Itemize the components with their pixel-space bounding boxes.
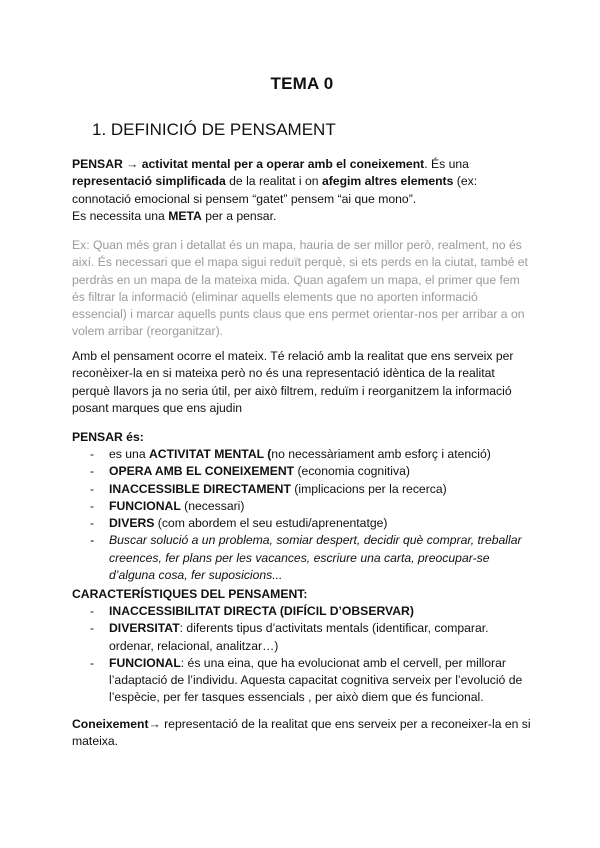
list-item: - DIVERS (com abordem el seu estudi/aprenentatge): [90, 516, 388, 531]
page-title: TEMA 0: [270, 74, 334, 93]
list-item: - FUNCIONAL: és una eina, que ha evolucionat amb el cervell, per millorar l’adaptació de l’individu. Aquesta capacitat cognitiva serveix per l’evolució de l’espècie, per fer tasques essencials , per això diem que és funcional.: [90, 655, 523, 705]
list-item: - Buscar solució a un problema, somiar despert, decidir què comprar, treballar creences, fer plans per les vacances, escriure una carta, preocupar-se d’alguna cosa, fer suposicions...: [90, 533, 522, 583]
caracteristiques-heading: CARACTERÍSTIQUES DEL PENSAMENT:: [72, 587, 308, 601]
pensar-es-heading: PENSAR és:: [72, 430, 144, 444]
pensar-es-list: [72, 446, 532, 584]
list-item: - es una ACTIVITAT MENTAL (no necessàriament amb esforç i atenció): [90, 447, 491, 461]
coneixement-paragraph: Coneixement→ representació de la realitat que ens serveix per a reconeixer-la en si mateixa.: [72, 717, 531, 749]
definition-term: PENSAR → activitat mental per a operar amb el coneixement: [72, 157, 425, 171]
list-item: - DIVERSITAT: diferents tipus d’activitats mentals (identificar, comparar. ordenar, relacional, analitzar…): [90, 621, 489, 653]
list-item: - INACCESSIBLE DIRECTAMENT (implicacions per la recerca): [90, 481, 447, 496]
section-heading: 1. DEFINICIÓ DE PENSAMENT: [92, 120, 336, 139]
caracteristiques-list: [72, 603, 532, 707]
definition-paragraph: PENSAR → activitat mental per a operar amb el coneixement. És una representació simplificada de la realitat i on afegim altres elements (ex: connotació emocional si pensem “gatet” pensem “ai que mono”. Es necessita una META per a pensar.: [72, 157, 478, 223]
example-paragraph: Ex: Quan més gran i detallat és un mapa, hauria de ser millor però, realment, no és així. És necessari que el mapa sigui reduït perquè, si ets perds en la ciutat, també et perdràs en un mapa de la mateixa mida. Quan agafem un mapa, el primer que fem és filtrar la informació (eliminar aquells elements que no aporten informació essencial) i marcar aquells punts claus que ens permet orientar-nos per arribar a on volem arribar (reorganitzar).: [72, 238, 528, 339]
list-item: - INACCESSIBILITAT DIRECTA (DIFÍCIL D’OBSERVAR): [90, 604, 414, 618]
list-item: - OPERA AMB EL CONEIXEMENT (economia cognitiva): [90, 464, 410, 479]
list-item: - FUNCIONAL (necessari): [90, 498, 245, 513]
paragraph-2: Amb el pensament ocorre el mateix. Té relació amb la realitat que ens serveix per reconèixer-la en si mateixa però no és una representació idèntica de la realitat perquè llavors ja no seria útil, per això filtrem, reduïm i reorganitzem la informació posant marques que ens ajudin: [72, 349, 514, 415]
